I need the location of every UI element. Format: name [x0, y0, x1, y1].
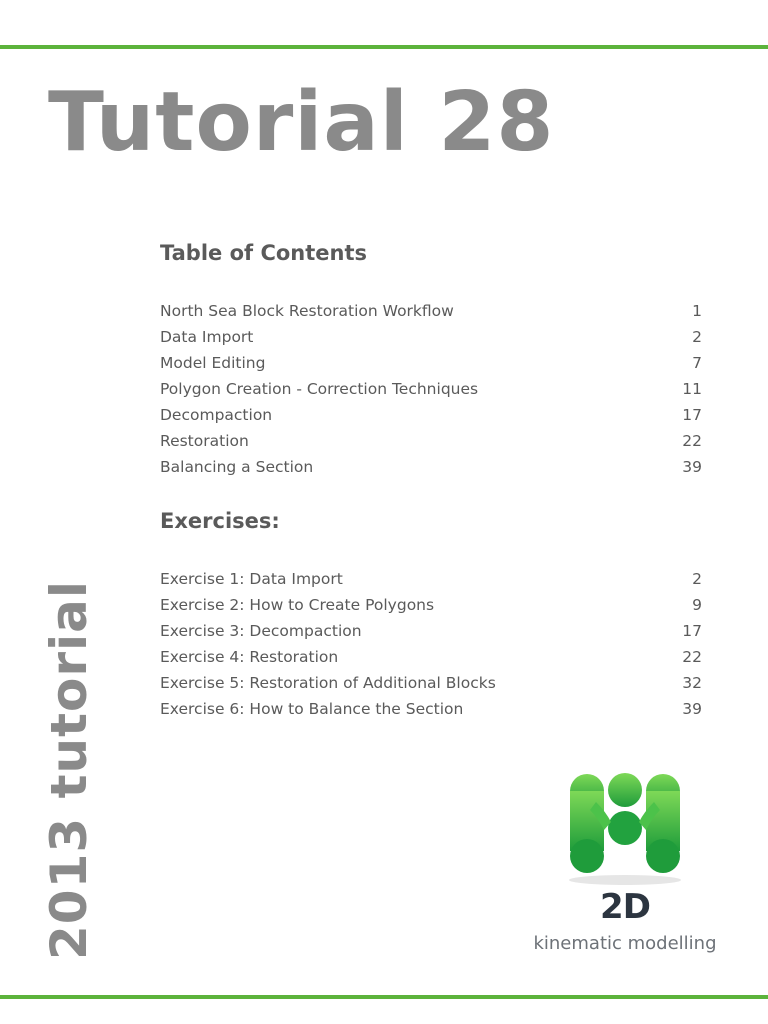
toc-heading: Table of Contents [160, 241, 368, 265]
exercise-entry-label: Exercise 3: Decompaction [160, 622, 362, 640]
page-title: Tutorial 28 [48, 75, 555, 170]
toc-entry-page: 17 [682, 406, 702, 424]
toc-entry[interactable] [160, 402, 702, 428]
toc-entry[interactable] [160, 324, 702, 350]
logo-tagline: kinematic modelling [533, 933, 717, 954]
exercise-entry-page: 2 [692, 570, 702, 588]
exercise-entry-label: Exercise 2: How to Create Polygons [160, 596, 435, 614]
toc-entry[interactable] [160, 454, 702, 480]
logo-brand-text: 2D [600, 887, 650, 927]
toc-entry-label: North Sea Block Restoration Workflow [160, 302, 454, 320]
brand-logo [520, 770, 730, 965]
toc-entry-page: 11 [682, 380, 702, 398]
2d-move-logo-icon [566, 770, 684, 886]
exercise-entry-page: 22 [682, 648, 702, 666]
exercise-entry-page: 9 [692, 596, 702, 614]
exercise-entry[interactable] [160, 618, 702, 644]
toc-entry-label: Balancing a Section [160, 458, 314, 476]
exercises-heading: Exercises: [160, 509, 280, 533]
toc-entry[interactable] [160, 298, 702, 324]
exercises-list [160, 566, 702, 722]
exercise-entry[interactable] [160, 670, 702, 696]
exercise-entry[interactable] [160, 644, 702, 670]
toc-entry[interactable] [160, 428, 702, 454]
toc-entry-page: 7 [692, 354, 702, 372]
exercise-entry-page: 39 [682, 700, 702, 718]
year-side-label: 2013 tutorial [40, 580, 98, 960]
toc-entry-page: 39 [682, 458, 702, 476]
toc-entry-page: 1 [692, 302, 702, 320]
toc-entry-label: Polygon Creation - Correction Techniques [160, 380, 479, 398]
exercise-entry-label: Exercise 1: Data Import [160, 570, 343, 588]
toc-entry-label: Data Import [160, 328, 254, 346]
toc-list [160, 298, 702, 480]
toc-entry-label: Restoration [160, 432, 249, 450]
toc-entry[interactable] [160, 376, 702, 402]
exercise-entry[interactable] [160, 566, 702, 592]
exercise-entry-page: 17 [682, 622, 702, 640]
toc-entry-label: Decompaction [160, 406, 273, 424]
exercise-entry-label: Exercise 4: Restoration [160, 648, 339, 666]
toc-entry[interactable] [160, 350, 702, 376]
toc-entry-label: Model Editing [160, 354, 266, 372]
toc-entry-page: 2 [692, 328, 702, 346]
exercise-entry-label: Exercise 6: How to Balance the Section [160, 700, 464, 718]
top-rule [0, 45, 768, 49]
exercise-entry[interactable] [160, 696, 702, 722]
exercise-entry[interactable] [160, 592, 702, 618]
exercise-entry-page: 32 [682, 674, 702, 692]
toc-entry-page: 22 [682, 432, 702, 450]
exercise-entry-label: Exercise 5: Restoration of Additional Blocks [160, 674, 496, 692]
bottom-rule [0, 995, 768, 999]
